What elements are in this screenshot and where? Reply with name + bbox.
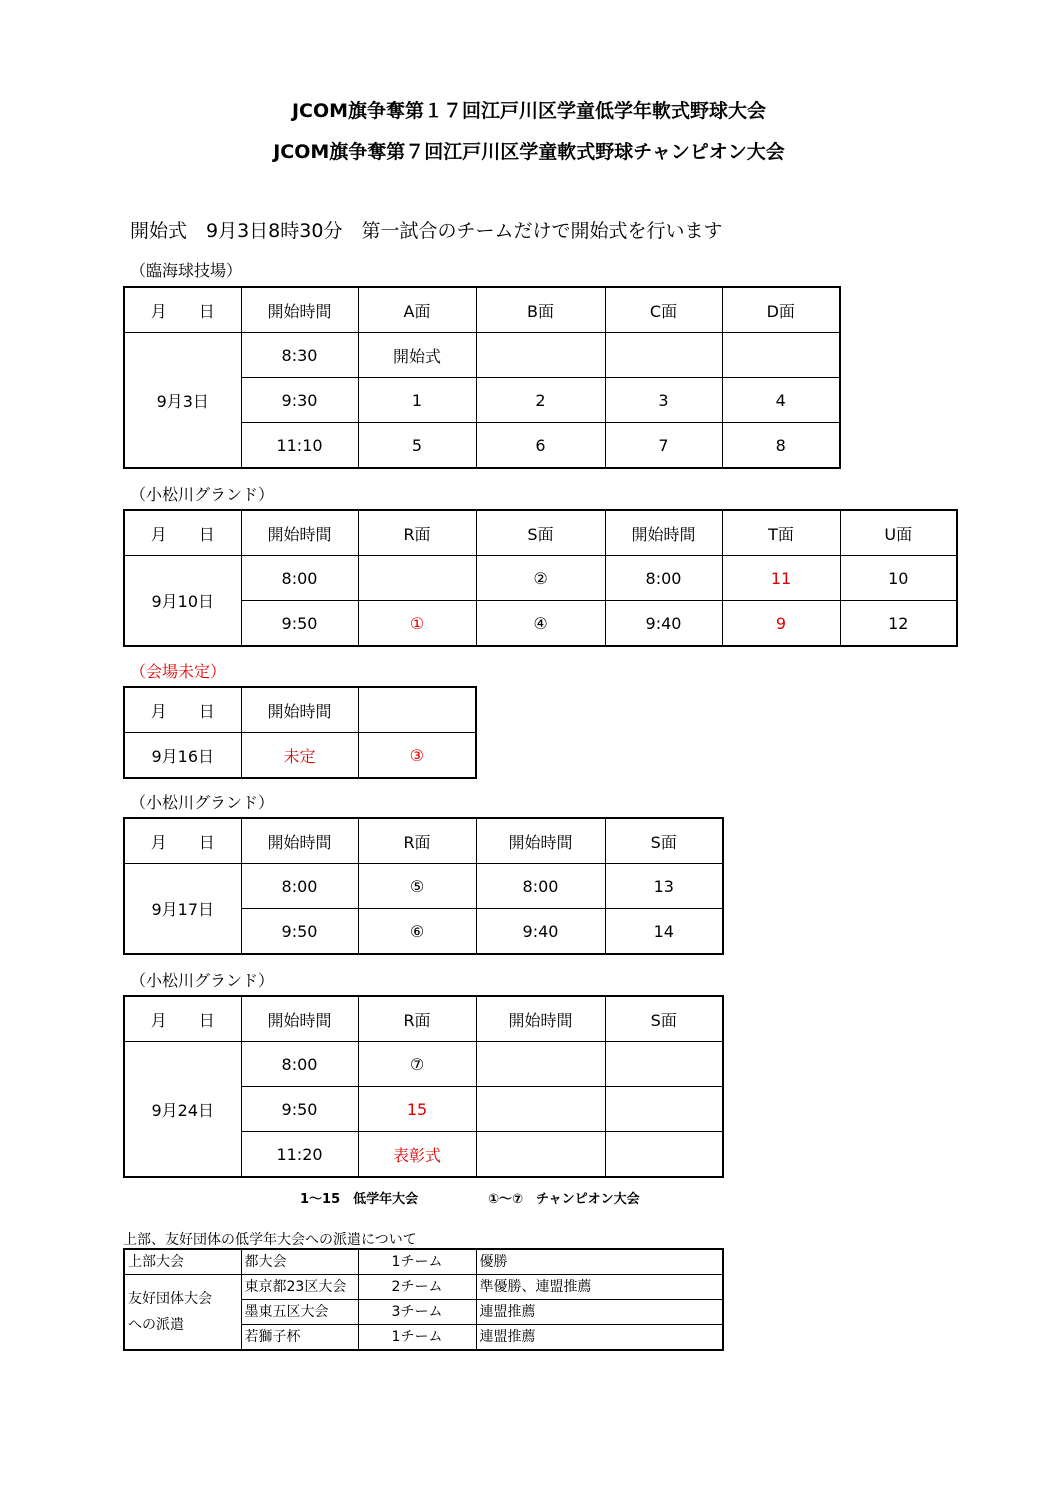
date-header: 月 日	[124, 687, 241, 733]
date-cell: 9月3日	[124, 333, 241, 469]
court-u-header: U面	[840, 510, 957, 556]
time-cell: 8:00	[241, 556, 358, 601]
table-row	[124, 556, 957, 601]
table-row	[124, 1042, 723, 1087]
game-cell: ③	[358, 733, 476, 779]
game-cell	[605, 1132, 723, 1178]
legend-champion: ①～⑦ チャンピオン大会	[488, 1192, 640, 1207]
game-cell	[605, 1042, 723, 1087]
start-time-header: 開始時間	[241, 510, 358, 556]
teams-cell: 3チーム	[358, 1300, 476, 1325]
note-cell: 連盟推薦	[476, 1300, 723, 1325]
venue-label-undecided: （会場未定）	[130, 662, 227, 681]
time-cell: 8:30	[241, 333, 358, 378]
upper-tournament-label: 上部大会	[124, 1249, 241, 1275]
time-cell: 9:50	[241, 601, 358, 647]
note-cell: 準優勝、連盟推薦	[476, 1275, 723, 1300]
game-cell: 7	[605, 423, 722, 469]
start-time-header: 開始時間	[241, 818, 358, 864]
game-cell	[358, 556, 476, 601]
event-cell: 若獅子杯	[241, 1325, 358, 1351]
court-s-header: S面	[605, 818, 723, 864]
time-cell: 9:50	[241, 1087, 358, 1132]
game-cell: ⑥	[358, 909, 476, 955]
date-cell: 9月10日	[124, 556, 241, 647]
time-cell: 11:20	[241, 1132, 358, 1178]
game-cell	[476, 333, 605, 378]
game-cell: 表彰式	[358, 1132, 476, 1178]
game-cell: 14	[605, 909, 723, 955]
game-cell: ⑦	[358, 1042, 476, 1087]
time-cell	[476, 1042, 605, 1087]
teams-cell: 1チーム	[358, 1325, 476, 1351]
date-cell: 9月16日	[124, 733, 241, 779]
court-a-header: A面	[358, 287, 476, 333]
venue-label-komatsugawa: （小松川グランド）	[130, 793, 275, 812]
title-line-1: JCOM旗争奪第１７回江戸川区学童低学年軟式野球大会	[291, 100, 767, 122]
schedule-table-sep3	[123, 286, 841, 469]
court-d-header: D面	[722, 287, 840, 333]
time-cell: 9:40	[605, 601, 722, 647]
game-cell: 12	[840, 601, 957, 647]
court-t-header: T面	[722, 510, 840, 556]
game-cell: 4	[722, 378, 840, 423]
venue-label-komatsugawa: （小松川グランド）	[130, 971, 275, 990]
note-cell: 連盟推薦	[476, 1325, 723, 1351]
table-row	[124, 733, 476, 779]
court-r-header: R面	[358, 818, 476, 864]
time-cell: 8:00	[476, 864, 605, 909]
date-header: 月 日	[124, 287, 241, 333]
game-cell: 11	[722, 556, 840, 601]
game-cell: 9	[722, 601, 840, 647]
start-time-header: 開始時間	[241, 996, 358, 1042]
game-cell: 15	[358, 1087, 476, 1132]
court-r-header: R面	[358, 996, 476, 1042]
time-cell: 9:50	[241, 909, 358, 955]
game-cell	[605, 1087, 723, 1132]
game-cell	[722, 333, 840, 378]
venue-label-komatsugawa: （小松川グランド）	[130, 485, 275, 504]
court-s-header: S面	[605, 996, 723, 1042]
court-c-header: C面	[605, 287, 722, 333]
time-cell: 11:10	[241, 423, 358, 469]
schedule-table-sep16	[123, 686, 477, 779]
table-row	[124, 333, 840, 378]
start-time-header: 開始時間	[605, 510, 722, 556]
table-header-row	[124, 996, 723, 1042]
game-cell: 8	[722, 423, 840, 469]
start-time-header: 開始時間	[241, 687, 358, 733]
game-cell: 開始式	[358, 333, 476, 378]
table-header-row	[124, 818, 723, 864]
table-row	[124, 864, 723, 909]
friendly-dispatch-label	[124, 1275, 241, 1351]
start-time-header: 開始時間	[476, 818, 605, 864]
dispatch-heading: 上部、友好団体の低学年大会への派遣について	[123, 1232, 417, 1248]
court-s-header: S面	[476, 510, 605, 556]
court-b-header: B面	[476, 287, 605, 333]
blank-header	[358, 687, 476, 733]
table-header-row	[124, 510, 957, 556]
game-cell: 10	[840, 556, 957, 601]
date-header: 月 日	[124, 818, 241, 864]
game-cell: 6	[476, 423, 605, 469]
time-cell: 未定	[241, 733, 358, 779]
start-time-header: 開始時間	[476, 996, 605, 1042]
time-cell: 8:00	[605, 556, 722, 601]
friendly-label-line-2: への派遣	[128, 1317, 184, 1333]
game-cell	[605, 333, 722, 378]
date-cell: 9月24日	[124, 1042, 241, 1178]
date-header: 月 日	[124, 996, 241, 1042]
date-cell: 9月17日	[124, 864, 241, 955]
time-cell: 8:00	[241, 1042, 358, 1087]
note-cell: 優勝	[476, 1249, 723, 1275]
time-cell: 9:30	[241, 378, 358, 423]
table-row	[124, 601, 957, 647]
legend-low-grade: 1～15 低学年大会	[300, 1192, 419, 1207]
game-cell: 1	[358, 378, 476, 423]
table-row	[124, 1275, 723, 1300]
event-cell: 東京都23区大会	[241, 1275, 358, 1300]
table-header-row	[124, 687, 476, 733]
court-r-header: R面	[358, 510, 476, 556]
table-header-row	[124, 287, 840, 333]
time-cell	[476, 1132, 605, 1178]
dispatch-table	[123, 1248, 724, 1351]
time-cell	[476, 1087, 605, 1132]
game-cell: ④	[476, 601, 605, 647]
schedule-table-sep17	[123, 817, 724, 955]
schedule-table-sep24	[123, 995, 724, 1178]
game-cell: 13	[605, 864, 723, 909]
game-cell: ②	[476, 556, 605, 601]
date-header: 月 日	[124, 510, 241, 556]
table-row	[124, 1249, 723, 1275]
teams-cell: 1チーム	[358, 1249, 476, 1275]
game-cell: ①	[358, 601, 476, 647]
friendly-label-line-1: 友好団体大会	[128, 1291, 212, 1307]
event-cell: 墨東五区大会	[241, 1300, 358, 1325]
game-cell: 3	[605, 378, 722, 423]
time-cell: 8:00	[241, 864, 358, 909]
game-cell: ⑤	[358, 864, 476, 909]
title-line-2: JCOM旗争奪第７回江戸川区学童軟式野球チャンピオン大会	[273, 141, 785, 163]
time-cell: 9:40	[476, 909, 605, 955]
opening-ceremony-note: 開始式 9月3日8時30分 第一試合のチームだけで開始式を行います	[130, 220, 723, 242]
game-cell: 2	[476, 378, 605, 423]
event-cell: 都大会	[241, 1249, 358, 1275]
venue-label-rinkai: （臨海球技場）	[130, 261, 243, 280]
schedule-table-sep10	[123, 509, 958, 647]
game-cell: 5	[358, 423, 476, 469]
teams-cell: 2チーム	[358, 1275, 476, 1300]
start-time-header: 開始時間	[241, 287, 358, 333]
